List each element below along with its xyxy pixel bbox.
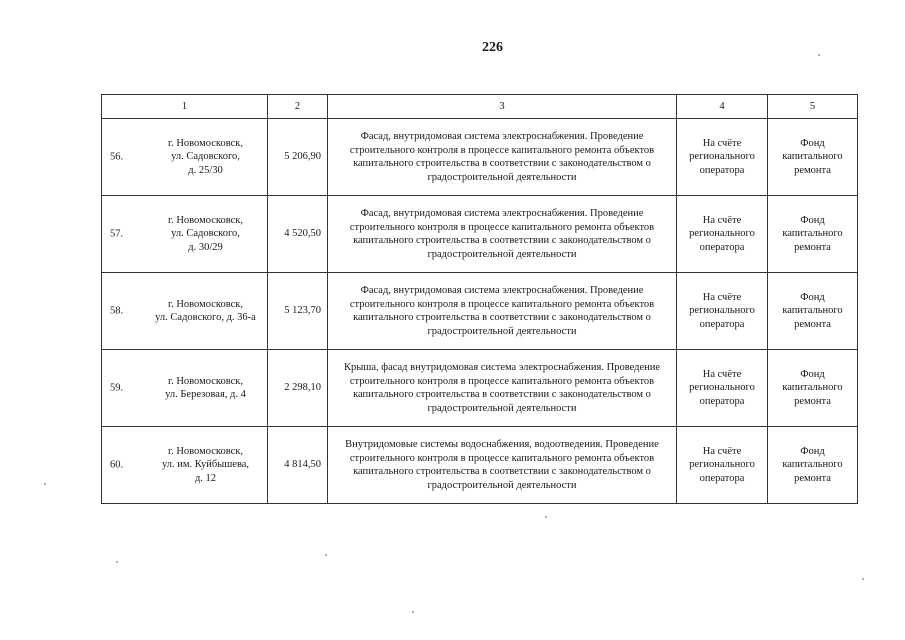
fund-cell: Фонд капитального ремонта bbox=[768, 273, 858, 350]
address-cell bbox=[102, 427, 268, 504]
table-row bbox=[102, 119, 858, 196]
table-row bbox=[102, 427, 858, 504]
scan-speck bbox=[44, 483, 46, 485]
cost-cell: 5 206,90 bbox=[268, 119, 328, 196]
works-cell: Фасад, внутридомовая система электроснабжения. Проведение строительного контроля в процессе капитального ремонта объектов капитального строительства в соответствии с законодательством о градостроительной деятельности bbox=[328, 119, 677, 196]
works-cell: Внутридомовые системы водоснабжения, водоотведения. Проведение строительного контроля в процессе капитального ремонта объектов капитального строительства в соответствии с законодательством о градостроительной деятельности bbox=[328, 427, 677, 504]
scan-speck bbox=[545, 516, 547, 518]
account-cell: На счёте регионального оператора bbox=[677, 350, 768, 427]
scan-speck bbox=[818, 54, 820, 56]
account-cell: На счёте регионального оператора bbox=[677, 196, 768, 273]
scan-speck bbox=[116, 561, 118, 563]
scan-speck bbox=[325, 554, 327, 556]
cost-cell: 4 814,50 bbox=[268, 427, 328, 504]
row-number: 58. bbox=[110, 305, 124, 317]
works-cell: Фасад, внутридомовая система электроснабжения. Проведение строительного контроля в процессе капитального ремонта объектов капитального строительства в соответствии с законодательством о градостроительной деятельности bbox=[328, 196, 677, 273]
row-number: 59. bbox=[110, 382, 124, 394]
address: г. Новомосковск, ул. Березовая, д. 4 bbox=[165, 375, 246, 400]
table-row bbox=[102, 273, 858, 350]
table-row bbox=[102, 196, 858, 273]
works-cell: Фасад, внутридомовая система электроснабжения. Проведение строительного контроля в процессе капитального ремонта объектов капитального строительства в соответствии с законодательством о градостроительной деятельности bbox=[328, 273, 677, 350]
address-cell bbox=[102, 273, 268, 350]
works-cell: Крыша, фасад внутридомовая система электроснабжения. Проведение строительного контроля в процессе капитального ремонта объектов капитального строительства в соответствии с законодательством о градостроительной деятельности bbox=[328, 350, 677, 427]
address-cell bbox=[102, 350, 268, 427]
row-number: 57. bbox=[110, 228, 124, 240]
account-cell: На счёте регионального оператора bbox=[677, 273, 768, 350]
column-header-5: 5 bbox=[768, 95, 858, 119]
scan-speck bbox=[862, 578, 864, 580]
fund-cell: Фонд капитального ремонта bbox=[768, 427, 858, 504]
account-cell: На счёте регионального оператора bbox=[677, 119, 768, 196]
fund-cell: Фонд капитального ремонта bbox=[768, 350, 858, 427]
address: г. Новомосковск, ул. Садовского, д. 30/29 bbox=[167, 214, 244, 253]
row-number: 56. bbox=[110, 151, 124, 163]
column-header-1: 1 bbox=[102, 95, 268, 119]
table-row bbox=[102, 350, 858, 427]
cost-cell: 4 520,50 bbox=[268, 196, 328, 273]
fund-cell: Фонд капитального ремонта bbox=[768, 119, 858, 196]
address: г. Новомосковск, ул. им. Куйбышева, д. 12 bbox=[161, 445, 250, 484]
address: г. Новомосковск, ул. Садовского, д. 36-а bbox=[155, 298, 256, 323]
cost-cell: 2 298,10 bbox=[268, 350, 328, 427]
table-header-row bbox=[102, 95, 858, 119]
address-cell bbox=[102, 196, 268, 273]
column-header-2: 2 bbox=[268, 95, 328, 119]
scan-speck bbox=[412, 611, 414, 613]
fund-cell: Фонд капитального ремонта bbox=[768, 196, 858, 273]
address-cell bbox=[102, 119, 268, 196]
page-number: 226 bbox=[482, 40, 503, 55]
column-header-4: 4 bbox=[677, 95, 768, 119]
address: г. Новомосковск, ул. Садовского, д. 25/30 bbox=[167, 137, 244, 176]
cost-cell: 5 123,70 bbox=[268, 273, 328, 350]
account-cell: На счёте регионального оператора bbox=[677, 427, 768, 504]
column-header-3: 3 bbox=[328, 95, 677, 119]
row-number: 60. bbox=[110, 459, 124, 471]
repair-registry-table bbox=[101, 94, 858, 504]
